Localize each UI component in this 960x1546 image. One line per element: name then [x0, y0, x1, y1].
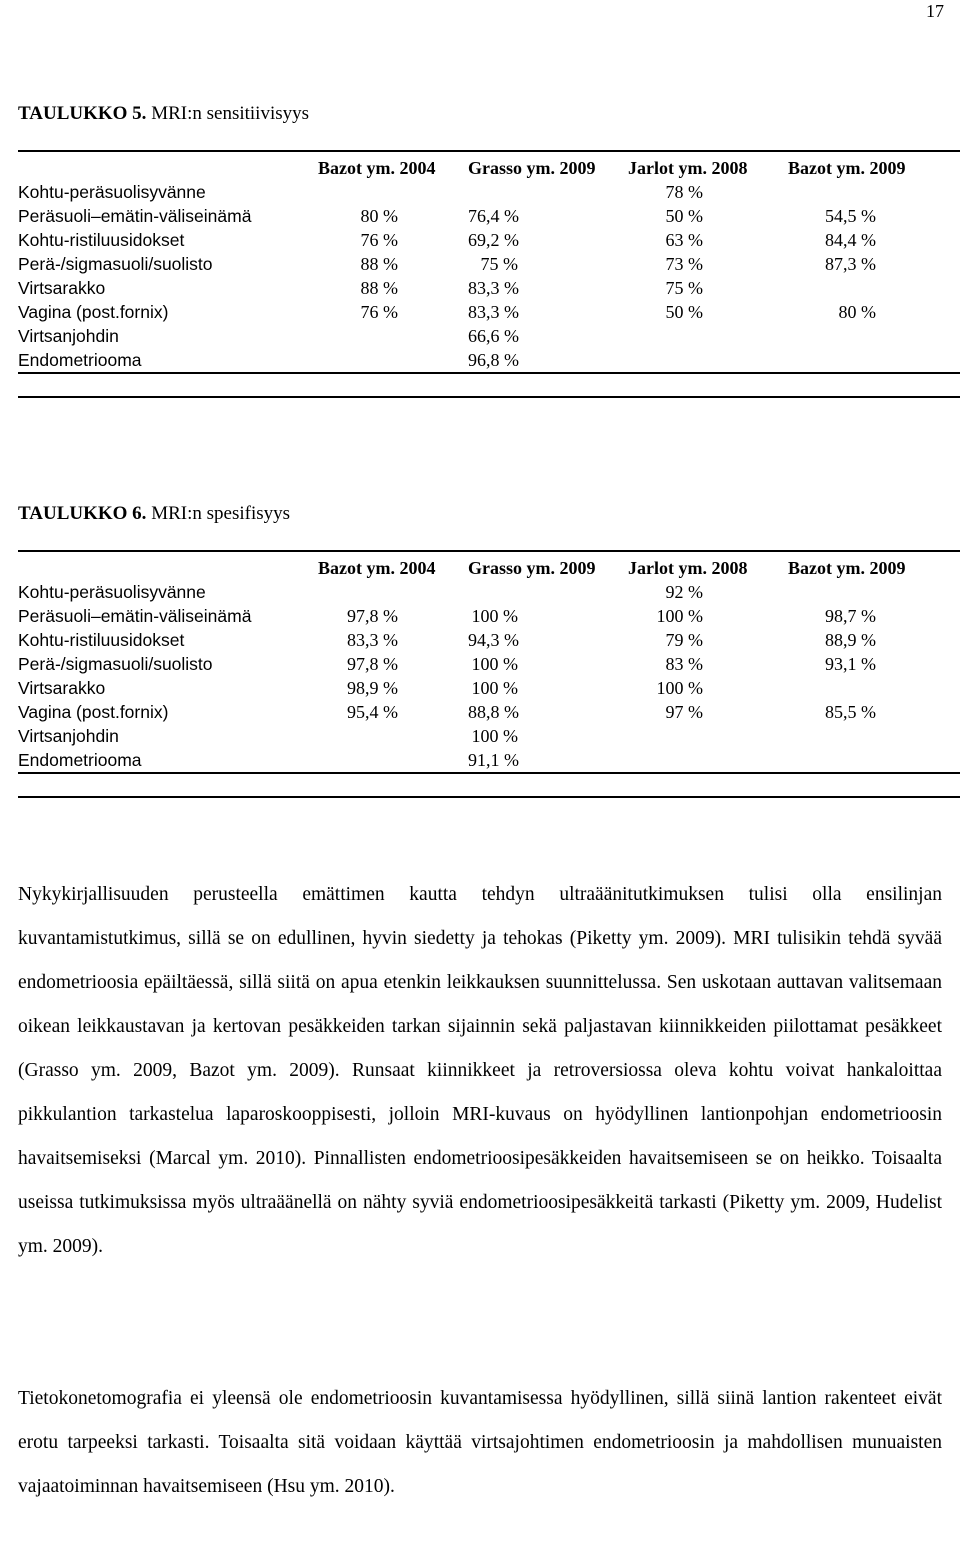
table6-rule-cell [468, 773, 628, 797]
table5-bazot2004-value [318, 180, 468, 204]
table5-bazot2004-value: 76 % [360, 302, 398, 322]
table5-row [18, 324, 960, 348]
table5-jarlot2008-value: 50 % [665, 302, 703, 322]
table6-caption-text: MRI:n spesifisyys [146, 503, 291, 524]
table6-grasso2009-value: 100 % [471, 654, 518, 674]
table5-row [18, 252, 960, 276]
table6-rule-cell [628, 773, 788, 797]
table6-header-bazot2009: Bazot ym. 2009 [788, 558, 906, 578]
table6-caption [18, 503, 290, 525]
table5-bazot2009-value [788, 180, 960, 204]
table5-bazot2009-value [788, 324, 960, 348]
table6-row-label: Perä-/sigmasuoli/suolisto [18, 654, 213, 674]
table5-jarlot2008-value: 50 % [665, 206, 703, 226]
table5-rule-cell [788, 373, 960, 397]
table5-row [18, 204, 960, 228]
table6-header-row [18, 551, 960, 580]
table6-bazot2004-value [318, 580, 468, 604]
table5-bazot2009-value [788, 348, 960, 373]
table5-bazot2004-value [318, 324, 468, 348]
table6-header-label [18, 551, 318, 580]
body-paragraph-2: Tietokonetomografia ei yleensä ole endometrioosin kuvantamisessa hyödyllinen, sillä siinä lantion rakenteet eivät erotu tarpeeksi tarkasti. Toisaalta sitä voidaan käyttää virtsajohtimen endometrioosin ja mahdollisen munuaisten vajaatoiminnan havaitsemiseen (Hsu ym. 2010). [18, 1388, 942, 1497]
table5-row [18, 348, 960, 373]
table5-bottom-rule-cell [318, 397, 468, 402]
table6-bottom-rule-cell [318, 797, 468, 802]
table5-caption-label: TAULUKKO 5. [18, 103, 147, 124]
table5-sensitivity [18, 150, 960, 402]
table5-row-label: Endometriooma [18, 350, 142, 370]
table5-row-label: Virtsarakko [18, 278, 106, 298]
table6-bazot2004-value [318, 748, 468, 773]
table5-row [18, 300, 960, 324]
table5-row-label: Kohtu-ristiluusidokset [18, 230, 185, 250]
table6-row-label: Virtsanjohdin [18, 726, 119, 746]
table6-grasso2009-value: 91,1 % [468, 750, 519, 770]
table5-bottom-rule [18, 397, 960, 402]
table5-caption [18, 103, 309, 125]
table6-row [18, 628, 960, 652]
table6-row-label: Virtsarakko [18, 678, 106, 698]
table6-row [18, 748, 960, 773]
table5-row [18, 180, 960, 204]
table5-bottom-rule-cell [468, 397, 628, 402]
table5-rule-cell [318, 373, 468, 397]
table5-header-label [18, 151, 318, 180]
table6-bazot2004-value: 95,4 % [347, 702, 398, 722]
table5-bottom-rule-cell [628, 397, 788, 402]
table6-bazot2009-value: 85,5 % [825, 702, 876, 722]
table6-bazot2009-value [788, 748, 960, 773]
table5-jarlot2008-value: 73 % [665, 254, 703, 274]
table5-grasso2009-value: 83,3 % [468, 278, 519, 298]
table6-bottom-rule-cell [788, 797, 960, 802]
table5-rule-cell [18, 373, 318, 397]
table6-bazot2004-value [318, 724, 468, 748]
body-paragraph-1: Nykykirjallisuuden perusteella emättimen kautta tehdyn ultraäänitutkimuksen tulisi olla ensilinjan kuvantamistutkimus, sillä se on edullinen, hyvin siedetty ja tehokas (Piketty ym. 2009). MRI tulisikin tehdä syvää endometrioosia epäiltäessä, sillä siitä on apua etenkin leikkauksen suunnittelussa. Sen uskotaan auttavan valitsemaan oikean leikkaustavan ja kertovan pesäkkeiden tarkan sijainnin sekä paljastavan kiinnikkeiden piilottamat pesäkkeet (Grasso ym. 2009, Bazot ym. 2009). Runsaat kiinnikkeet ja retroversiossa oleva kohtu voivat hankaloittaa pikkulantion tarkastelua laparoskooppisesti, jolloin MRI-kuvaus on hyödyllinen lantionpohjan endometrioosin havaitsemiseksi (Marcal ym. 2010). Pinnallisten endometrioosipesäkkeiden havaitsemiseen se on heikko. Toisaalta useissa tutkimuksissa myös ultraäänellä on nähty syviä endometrioosipesäkkeitä tarkasti (Piketty ym. 2009, Hudelist ym. 2009). [18, 884, 942, 1257]
table6-grasso2009-value [468, 580, 628, 604]
table5-bazot2009-value: 54,5 % [825, 206, 876, 226]
table5-row-label: Virtsanjohdin [18, 326, 119, 346]
table6-grasso2009-value: 100 % [471, 606, 518, 626]
table5-row-label: Vagina (post.fornix) [18, 302, 169, 322]
table5-row [18, 228, 960, 252]
table6-row [18, 580, 960, 604]
table6-grasso2009-value: 94,3 % [468, 630, 519, 650]
table6-bottom-rule-cell [468, 797, 628, 802]
table6-rule-cell [788, 773, 960, 797]
table6-header-jarlot2008: Jarlot ym. 2008 [628, 558, 748, 578]
table5-bazot2009-value [788, 276, 960, 300]
table6-row-label: Vagina (post.fornix) [18, 702, 169, 722]
table6-bazot2004-value: 97,8 % [347, 606, 398, 626]
table5-rule-cell [468, 373, 628, 397]
page-number: 17 [926, 1, 944, 21]
table5-bazot2009-value: 84,4 % [825, 230, 876, 250]
table5-grasso2009-value: 76,4 % [468, 206, 519, 226]
table6-bottom-rule-cell [628, 797, 788, 802]
table6-row [18, 652, 960, 676]
table5-jarlot2008-value [628, 324, 788, 348]
table5-bazot2004-value: 88 % [360, 254, 398, 274]
table6-specificity [18, 550, 960, 802]
table5-bazot2004-value: 76 % [360, 230, 398, 250]
table6-row-label: Kohtu-peräsuolisyvänne [18, 582, 206, 602]
table6-row [18, 676, 960, 700]
table6-jarlot2008-value [628, 748, 788, 773]
table5-header-grasso2009: Grasso ym. 2009 [468, 158, 596, 178]
table6-jarlot2008-value [628, 724, 788, 748]
table6-rule-cell [18, 773, 318, 797]
table6-jarlot2008-value: 97 % [665, 702, 703, 722]
table6-bazot2004-value: 83,3 % [347, 630, 398, 650]
table6-bazot2004-value: 98,9 % [347, 678, 398, 698]
table5-bazot2004-value: 80 % [360, 206, 398, 226]
table5-bazot2004-value [318, 348, 468, 373]
table6-rule [18, 773, 960, 797]
table5-rule [18, 373, 960, 397]
table5-grasso2009-value [468, 180, 628, 204]
table6-caption-label: TAULUKKO 6. [18, 503, 147, 524]
table5-jarlot2008-value [628, 348, 788, 373]
table5-row-label: Kohtu-peräsuolisyvänne [18, 182, 206, 202]
table5-jarlot2008-value: 75 % [665, 278, 703, 298]
table5-rule-cell [628, 373, 788, 397]
table6-bazot2009-value: 88,9 % [825, 630, 876, 650]
table6-row [18, 724, 960, 748]
table6-bazot2009-value [788, 580, 960, 604]
table6-bazot2004-value: 97,8 % [347, 654, 398, 674]
table6-jarlot2008-value: 92 % [665, 582, 703, 602]
table5-row-label: Peräsuoli–emätin-väliseinämä [18, 206, 252, 226]
table5-grasso2009-value: 96,8 % [468, 350, 519, 370]
table5-bazot2009-value: 80 % [838, 302, 876, 322]
table6-row [18, 604, 960, 628]
table5-header-jarlot2008: Jarlot ym. 2008 [628, 158, 748, 178]
table5-caption-text: MRI:n sensitiivisyys [146, 103, 310, 124]
table5-bottom-rule-cell [18, 397, 318, 402]
table5-row-label: Perä-/sigmasuoli/suolisto [18, 254, 213, 274]
table6-jarlot2008-value: 100 % [656, 678, 703, 698]
table6-grasso2009-value: 100 % [471, 726, 518, 746]
table5-jarlot2008-value: 63 % [665, 230, 703, 250]
table6-grasso2009-value: 88,8 % [468, 702, 519, 722]
table5-jarlot2008-value: 78 % [665, 182, 703, 202]
table5-bazot2009-value: 87,3 % [825, 254, 876, 274]
table6-jarlot2008-value: 100 % [656, 606, 703, 626]
table6-grasso2009-value: 100 % [471, 678, 518, 698]
table6-jarlot2008-value: 79 % [665, 630, 703, 650]
table5-grasso2009-value: 75 % [480, 254, 518, 274]
table5-grasso2009-value: 83,3 % [468, 302, 519, 322]
table6-header-bazot2004: Bazot ym. 2004 [318, 558, 436, 578]
table5-bottom-rule-cell [788, 397, 960, 402]
table6-row-label: Endometriooma [18, 750, 142, 770]
table6-bottom-rule [18, 797, 960, 802]
table6-bazot2009-value: 93,1 % [825, 654, 876, 674]
table6-bazot2009-value [788, 676, 960, 700]
table5-row [18, 276, 960, 300]
table5-grasso2009-value: 66,6 % [468, 326, 519, 346]
table6-rule-cell [318, 773, 468, 797]
table5-header-bazot2004: Bazot ym. 2004 [318, 158, 436, 178]
table6-bottom-rule-cell [18, 797, 318, 802]
table6-row-label: Kohtu-ristiluusidokset [18, 630, 185, 650]
table6-row-label: Peräsuoli–emätin-väliseinämä [18, 606, 252, 626]
table5-bazot2004-value: 88 % [360, 278, 398, 298]
table5-header-bazot2009: Bazot ym. 2009 [788, 158, 906, 178]
table5-grasso2009-value: 69,2 % [468, 230, 519, 250]
table6-bazot2009-value: 98,7 % [825, 606, 876, 626]
table6-header-grasso2009: Grasso ym. 2009 [468, 558, 596, 578]
table5-header-row [18, 151, 960, 180]
table6-jarlot2008-value: 83 % [665, 654, 703, 674]
table6-row [18, 700, 960, 724]
table6-bazot2009-value [788, 724, 960, 748]
